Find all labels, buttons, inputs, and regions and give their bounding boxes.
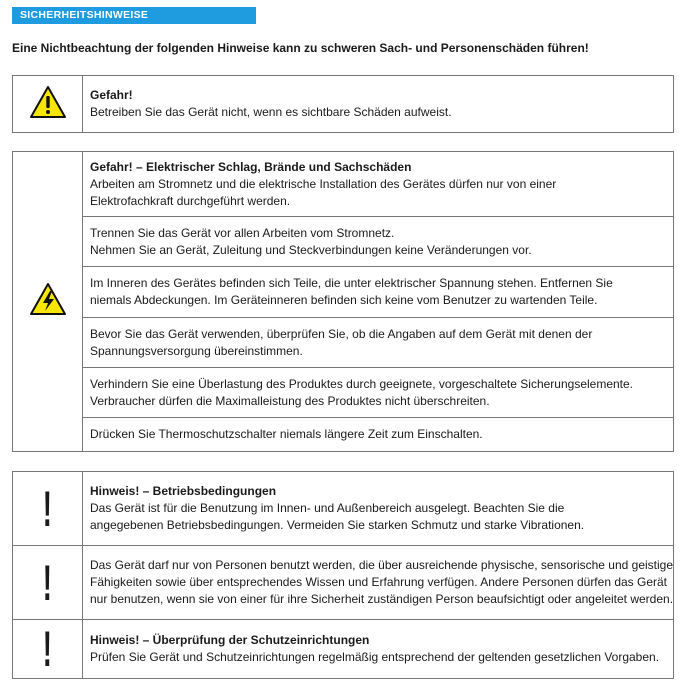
text-line: Arbeiten am Stromnetz und die elektrische Installation des Gerätes dürfen nur von einer: [90, 176, 557, 191]
text-line: niemals Abdeckungen. Im Geräteinneren befinden sich keine vom Benutzer zu wartenden Teile.: [90, 293, 598, 307]
danger-text-general: [83, 76, 674, 133]
notice-row-conditions: [83, 472, 674, 546]
text-line: nur benutzen, wenn sie von einer für ihre Sicherheit zuständigen Person beaufsichtigt oder angeleitet werden.: [90, 592, 674, 606]
icon-cell: [13, 620, 83, 679]
text-line: Trennen Sie das Gerät vor allen Arbeiten vom Stromnetz.: [90, 225, 395, 240]
icon-cell: [13, 546, 83, 620]
electric-title: Gefahr! – Elektrischer Schlag, Brände und Sachschäden: [90, 159, 412, 174]
exclamation-icon: !: [42, 554, 53, 611]
icon-cell: [13, 76, 83, 133]
text-line: Verhindern Sie eine Überlastung des Produktes durch geeignete, vorgeschaltete Sicherungselemente.: [90, 376, 634, 391]
danger-box-electric: [12, 151, 674, 452]
icon-cell: [13, 152, 83, 452]
danger-box-general: [12, 75, 674, 133]
danger-line: Betreiben Sie das Gerät nicht, wenn es sichtbare Schäden aufweist.: [90, 105, 452, 119]
section-header: SICHERHEITSHINWEISE: [12, 7, 256, 24]
notice-title: Hinweis! – Betriebsbedingungen: [90, 484, 277, 498]
text-line: Fähigkeiten sowie über entsprechendes Wissen und Erfahrung verfügen. Andere Personen dürfen das Gerät: [90, 575, 668, 589]
warning-triangle-icon: [29, 85, 67, 119]
high-voltage-icon: [29, 282, 67, 316]
electric-row-1: [83, 152, 674, 217]
notice-title: Hinweis! – Überprüfung der Schutzeinrichtungen: [90, 633, 370, 647]
text-line: Spannungsversorgung übereinstimmen.: [90, 343, 303, 358]
exclamation-icon: !: [42, 621, 53, 677]
electric-row-4: [83, 318, 674, 368]
text-line: Nehmen Sie an Gerät, Zuleitung und Steckverbindungen keine Veränderungen vor.: [90, 242, 532, 257]
notice-row-persons: [83, 546, 674, 620]
text-line: Bevor Sie das Gerät verwenden, überprüfen Sie, ob die Angaben auf dem Gerät mit denen der: [90, 326, 593, 341]
icon-cell: [13, 472, 83, 546]
electric-row-5: [83, 368, 674, 418]
electric-row-3: [83, 267, 674, 318]
exclamation-icon: !: [42, 480, 53, 537]
intro-warning: Eine Nichtbeachtung der folgenden Hinweise kann zu schweren Sach- und Personenschäden führen!: [12, 41, 589, 55]
text-line: Elektrofachkraft durchgeführt werden.: [90, 193, 291, 208]
text-line: Verbraucher dürfen die Maximalleistung des Produktes nicht überschreiten.: [90, 393, 490, 408]
text-line: Prüfen Sie Gerät und Schutzeinrichtungen regelmäßig entsprechend der geltenden gesetzlichen Vorgaben.: [90, 650, 660, 664]
text-line: Das Gerät ist für die Benutzung im Innen- und Außenbereich ausgelegt. Beachten Sie die: [90, 501, 565, 515]
text-line: Drücken Sie Thermoschutzschalter niemals längere Zeit zum Einschalten.: [90, 427, 483, 441]
text-line: Im Inneren des Gerätes befinden sich Teile, die unter elektrischer Spannung stehen. Entfernen Sie: [90, 276, 613, 290]
notice-row-inspection: [83, 620, 674, 679]
danger-title: Gefahr!: [90, 88, 133, 102]
text-line: angegebenen Betriebsbedingungen. Vermeiden Sie starken Schmutz und starke Vibrationen.: [90, 518, 585, 532]
text-line: Das Gerät darf nur von Personen benutzt werden, die über ausreichende physische, sensorische und geistige: [90, 558, 674, 572]
electric-row-2: [83, 217, 674, 267]
notice-box: [12, 471, 674, 679]
electric-row-6: [83, 418, 674, 452]
